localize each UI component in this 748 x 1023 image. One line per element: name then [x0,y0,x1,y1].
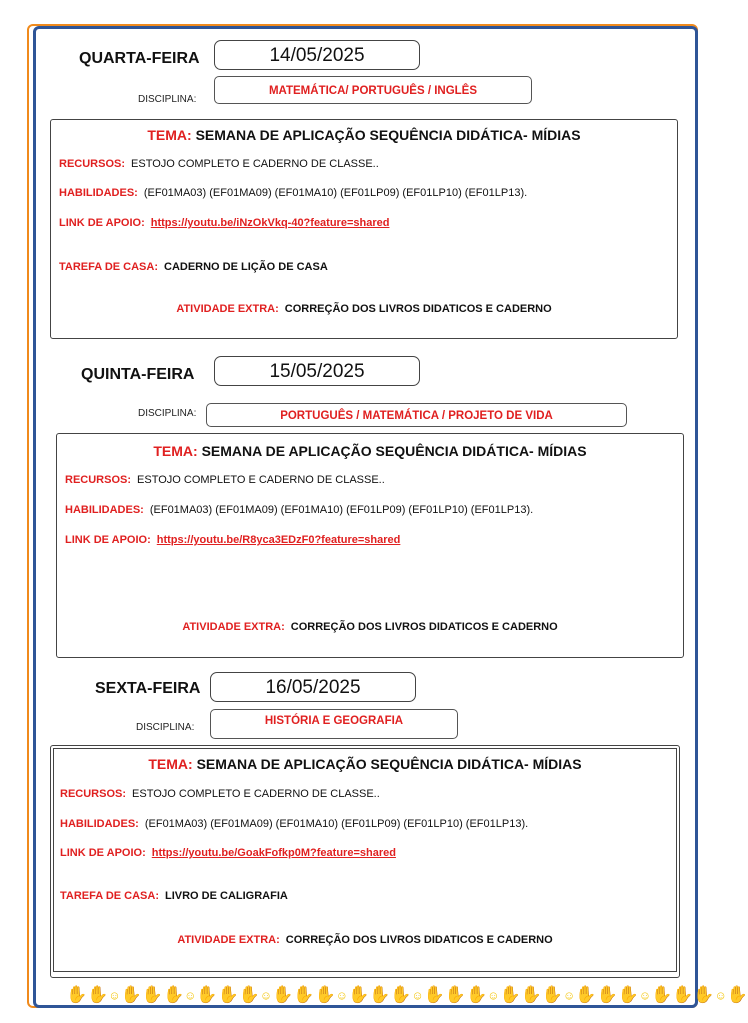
smiley-icon: ☺ [335,988,348,1003]
extra-value: CORREÇÃO DOS LIVROS DIDATICOS E CADERNO [285,934,553,946]
day-title-wednesday: QUARTA-FEIRA [79,50,200,67]
hand-print-icon: ✋ [162,985,185,1004]
tarefa-value: CADERNO DE LIÇÃO DE CASA [164,261,328,273]
extra-label: ATIVIDADE EXTRA: [176,303,279,315]
hand-print-icon: ✋ [541,985,564,1004]
hand-print-icon: ✋ [520,985,542,1004]
habilidades-line [60,818,528,830]
lesson-box-friday [50,745,680,978]
tema-value: SEMANA DE APLICAÇÃO SEQUÊNCIA DIDÁTICA- MÍDIAS [201,443,587,459]
tema-line [57,443,683,459]
habilidades-value: (EF01MA03) (EF01MA09) (EF01MA10) (EF01LP09) (EF01LP10) (EF01LP13). [144,818,529,830]
hand-print-icon: ✋ [596,985,618,1004]
hand-print-icon: ✋ [617,985,639,1004]
hand-print-icon: ✋ [575,985,597,1004]
hand-print-icon: ✋ [423,985,445,1004]
date-field-thursday: 15/05/2025 [214,356,420,386]
habilidades-label: HABILIDADES: [65,504,144,516]
disciplina-field-friday: HISTÓRIA E GEOGRAFIA [210,709,458,739]
recursos-line [60,788,380,800]
disciplina-field-wednesday: MATEMÁTICA/ PORTUGUÊS / INGLÊS [214,76,532,104]
day-title-thursday: QUINTA-FEIRA [81,366,195,383]
hand-print-icon: ✋ [120,985,142,1004]
date-field-friday: 16/05/2025 [210,672,416,702]
smiley-icon: ☺ [259,988,273,1003]
link-label: LINK DE APOIO: [59,217,145,229]
smiley-icon: ☺ [184,988,197,1003]
smiley-icon: ☺ [108,988,121,1003]
smiley-icon: ☺ [487,988,500,1003]
extra-line [57,621,683,633]
tarefa-value: LIVRO DE CALIGRAFIA [165,890,288,902]
hand-print-icon: ✋ [444,985,467,1004]
hand-print-icon: ✋ [347,985,370,1004]
recursos-value: ESTOJO COMPLETO E CADERNO DE CLASSE.. [137,474,385,486]
extra-label: ATIVIDADE EXTRA: [182,621,285,633]
extra-line [51,934,679,946]
recursos-line [59,158,379,170]
support-link[interactable]: https://youtu.be/R8yca3EDzF0?feature=shared [156,534,401,546]
disciplina-label: DISCIPLINA: [138,94,197,105]
hand-print-border [66,985,748,1005]
tema-value: SEMANA DE APLICAÇÃO SEQUÊNCIA DIDÁTICA- MÍDIAS [196,756,582,772]
hand-print-icon: ✋ [66,985,88,1004]
hand-print-icon: ✋ [390,985,412,1004]
recursos-label: RECURSOS: [59,158,126,170]
tarefa-label: TAREFA DE CASA: [59,261,158,273]
link-line [65,534,400,546]
hand-print-icon: ✋ [87,985,109,1004]
hand-print-icon: ✋ [238,985,260,1004]
tema-line [51,127,677,143]
link-line [60,847,396,859]
extra-line [51,303,677,315]
hand-print-icon: ✋ [672,985,694,1004]
hand-print-icon: ✋ [141,985,163,1004]
habilidades-label: HABILIDADES: [60,818,139,830]
hand-print-icon: ✋ [369,985,391,1004]
lesson-box-wednesday [50,119,678,339]
smiley-icon: ☺ [638,988,652,1003]
disciplina-field-thursday: PORTUGUÊS / MATEMÁTICA / PROJETO DE VIDA [206,403,627,427]
hand-print-icon: ✋ [217,985,239,1004]
tema-line [51,756,679,772]
hand-print-icon: ✋ [196,985,218,1004]
habilidades-value: (EF01MA03) (EF01MA09) (EF01MA10) (EF01LP09) (EF01LP10) (EF01LP13). [149,504,534,516]
hand-print-icon: ✋ [499,985,521,1004]
tarefa-label: TAREFA DE CASA: [60,890,159,902]
tarefa-line [60,890,288,902]
hand-print-icon: ✋ [726,985,748,1004]
extra-label: ATIVIDADE EXTRA: [177,934,280,946]
extra-value: CORREÇÃO DOS LIVROS DIDATICOS E CADERNO [290,621,558,633]
link-line [59,217,389,229]
disciplina-label: DISCIPLINA: [138,408,197,419]
habilidades-label: HABILIDADES: [59,187,138,199]
recursos-label: RECURSOS: [60,788,127,800]
hand-print-icon: ✋ [272,985,294,1004]
lesson-box-thursday [56,433,684,658]
tema-value: SEMANA DE APLICAÇÃO SEQUÊNCIA DIDÁTICA- MÍDIAS [195,127,581,143]
disciplina-label: DISCIPLINA: [136,722,195,733]
hand-print-icon: ✋ [293,985,315,1004]
tema-label: TEMA: [153,443,198,459]
tema-label: TEMA: [147,127,192,143]
hand-print-icon: ✋ [693,985,715,1004]
day-title-friday: SEXTA-FEIRA [95,680,201,697]
link-label: LINK DE APOIO: [60,847,146,859]
habilidades-line [65,504,533,516]
tema-label: TEMA: [148,756,193,772]
smiley-icon: ☺ [714,988,727,1003]
smiley-icon: ☺ [411,988,424,1003]
recursos-label: RECURSOS: [65,474,132,486]
recursos-value: ESTOJO COMPLETO E CADERNO DE CLASSE.. [131,158,379,170]
hand-print-icon: ✋ [466,985,488,1004]
date-field-wednesday: 14/05/2025 [214,40,420,70]
support-link[interactable]: https://youtu.be/iNzOkVkq-40?feature=shared [150,217,390,229]
habilidades-line [59,187,527,199]
extra-value: CORREÇÃO DOS LIVROS DIDATICOS E CADERNO [284,303,552,315]
support-link[interactable]: https://youtu.be/GoakFofkp0M?feature=shared [151,847,396,859]
hand-print-icon: ✋ [651,985,673,1004]
smiley-icon: ☺ [563,988,576,1003]
recursos-value: ESTOJO COMPLETO E CADERNO DE CLASSE.. [132,788,380,800]
habilidades-value: (EF01MA03) (EF01MA09) (EF01MA10) (EF01LP09) (EF01LP10) (EF01LP13). [143,187,528,199]
recursos-line [65,474,385,486]
tarefa-line [59,261,328,273]
hand-print-icon: ✋ [314,985,336,1004]
link-label: LINK DE APOIO: [65,534,151,546]
